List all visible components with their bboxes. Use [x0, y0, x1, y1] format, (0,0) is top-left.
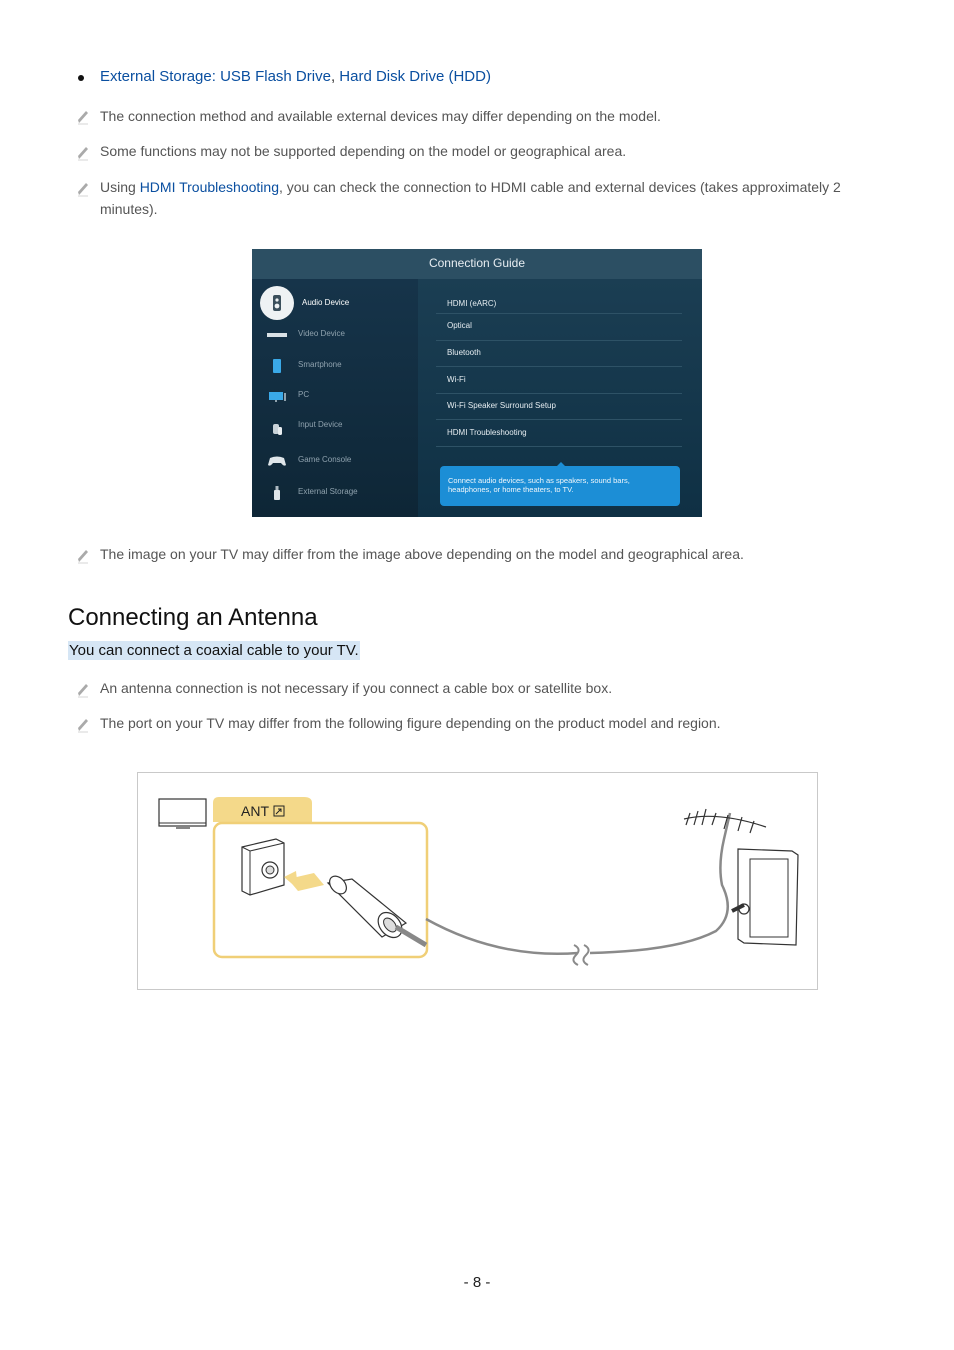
section-subheading: You can connect a coaxial cable to your TV.: [69, 642, 359, 659]
pencil-note-icon: [76, 145, 90, 161]
pencil-note-icon: [76, 682, 90, 698]
option-optical[interactable]: Optical: [447, 321, 472, 330]
category-video-device[interactable]: Video Device: [298, 329, 345, 338]
category-external-storage[interactable]: External Storage: [298, 487, 358, 496]
usb-drive-icon: [266, 485, 288, 501]
external-storage-bullet: [100, 68, 491, 85]
option-divider: [436, 446, 682, 447]
category-audio-device[interactable]: Audio Device: [302, 298, 350, 307]
pencil-note-icon: [76, 717, 90, 733]
note-image-differ: The image on your TV may differ from the image above depending on the model and geographical area.: [100, 546, 744, 562]
usb-flash-drive-link[interactable]: USB Flash Drive: [220, 68, 331, 85]
coax-cable-to-wall: [590, 813, 730, 953]
option-hdmi-earc[interactable]: HDMI (eARC): [447, 299, 497, 308]
note-hdmi-troubleshooting: [100, 176, 870, 220]
coax-cable: [426, 919, 578, 954]
tooltip-text: Connect audio devices, such as speakers, sound bars, headphones, or home theaters, to TV.: [448, 476, 630, 494]
category-game-console[interactable]: Game Console: [298, 455, 352, 464]
note-functions-support: Some functions may not be supported depending on the model or geographical area.: [100, 143, 627, 159]
option-divider: [436, 366, 682, 367]
external-storage-prefix: External Storage:: [100, 68, 221, 85]
bullet-separator: ,: [330, 68, 336, 85]
category-input-device[interactable]: Input Device: [298, 420, 343, 429]
settop-box-icon: [266, 329, 288, 341]
cable-break-symbol: [573, 945, 578, 965]
option-divider: [436, 340, 682, 341]
page-number: - 8 -: [463, 1274, 491, 1291]
hdd-link[interactable]: Hard Disk Drive (HDD): [339, 68, 491, 85]
keyboard-mouse-icon: [266, 421, 288, 437]
note-antenna-not-necessary: An antenna connection is not necessary if you connect a cable box or satellite box.: [100, 680, 613, 696]
category-smartphone[interactable]: Smartphone: [298, 360, 342, 369]
hdmi-note-rest: , you can check the connection to HDMI cable and external devices (takes approximately 2 minutes).: [100, 179, 841, 217]
tv-port-plate: [242, 839, 284, 895]
antenna-connection-figure: [137, 772, 818, 990]
option-bluetooth[interactable]: Bluetooth: [447, 348, 481, 357]
page-title: Connecting an Antenna: [68, 604, 318, 631]
wall-plate: [732, 849, 798, 945]
speaker-icon: [270, 294, 284, 312]
connection-guide-screenshot: [252, 249, 702, 517]
antenna-symbol-icon: [273, 805, 285, 817]
ant-label-text: ANT: [241, 803, 269, 819]
pencil-note-icon: [76, 548, 90, 564]
pencil-note-icon: [76, 109, 90, 125]
smartphone-icon: [266, 358, 288, 374]
option-wifi-speaker-surround[interactable]: Wi-Fi Speaker Surround Setup: [447, 401, 556, 410]
note-port-differ: The port on your TV may differ from the following figure depending on the product model and region.: [100, 715, 721, 731]
option-divider: [436, 393, 682, 394]
hdmi-note-prefix: Using: [100, 179, 140, 195]
connection-guide-title: Connection Guide: [428, 256, 526, 270]
hdmi-troubleshooting-link[interactable]: HDMI Troubleshooting: [139, 179, 279, 195]
ant-port-label: [241, 803, 285, 819]
antenna-diagram: [138, 773, 816, 988]
option-hdmi-troubleshooting[interactable]: HDMI Troubleshooting: [447, 428, 527, 437]
pencil-note-icon: [76, 181, 90, 197]
option-wifi[interactable]: Wi-Fi: [447, 375, 466, 384]
gamepad-icon: [266, 455, 288, 467]
category-pc[interactable]: PC: [298, 390, 310, 399]
monitor-icon: [266, 391, 288, 403]
tv-outline-icon: [159, 799, 206, 828]
note-connection-method: The connection method and available external devices may differ depending on the model.: [100, 108, 661, 124]
option-divider: [436, 313, 682, 314]
bullet-dot: [78, 75, 84, 81]
option-divider: [436, 419, 682, 420]
